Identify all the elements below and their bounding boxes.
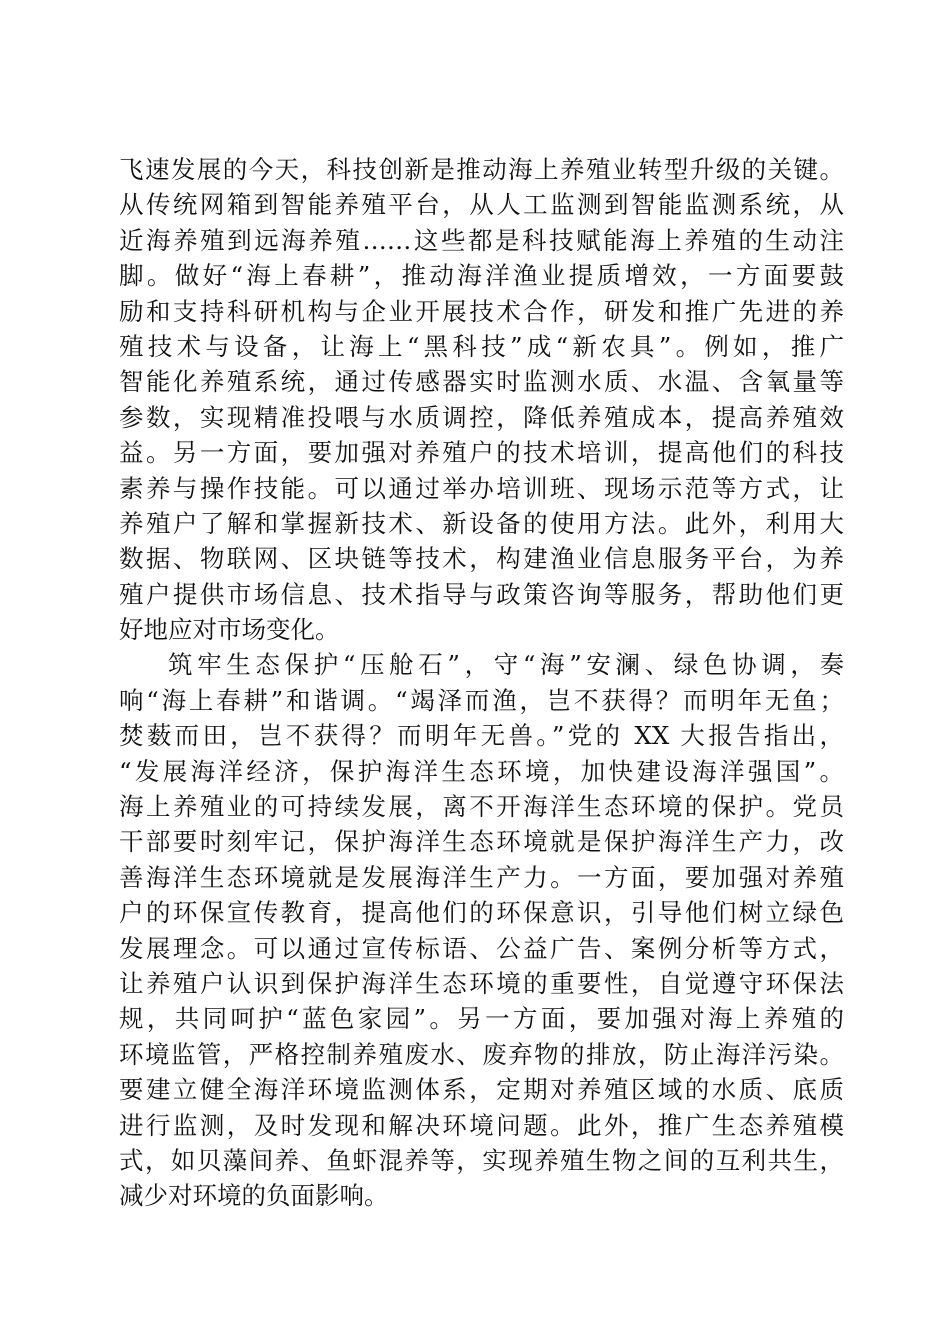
text-line: 干部要时刻牢记，保护海洋生态环境就是保护海洋生产力，改: [119, 827, 844, 857]
text-line: “发展海洋经济，保护海洋生态环境，加快建设海洋强国”。: [119, 756, 844, 786]
text-line: 发展理念。可以通过宣传标语、公益广告、案例分析等方式，: [119, 933, 844, 963]
text-line: 数据、物联网、区块链等技术，构建渔业信息服务平台，为养: [119, 544, 844, 574]
text-line: 好地应对市场变化。: [119, 615, 340, 645]
text-line: 参数，实现精准投喂与水质调控，降低养殖成本，提高养殖效: [119, 402, 844, 432]
text-line: 励和支持科研机构与企业开展技术合作，研发和推广先进的养: [119, 296, 844, 326]
text-line: 脚。做好“海上春耕”，推动海洋渔业提质增效，一方面要鼓: [119, 261, 844, 291]
text-line: 殖技术与设备，让海上“黑科技”成“新农具”。例如，推广: [119, 331, 844, 361]
text-line: 户的环保宣传教育，提高他们的环保意识，引导他们树立绿色: [119, 898, 844, 928]
text-line: 要建立健全海洋环境监测体系，定期对养殖区域的水质、底质: [119, 1075, 844, 1105]
text-line: 养殖户了解和掌握新技术、新设备的使用方法。此外，利用大: [119, 508, 844, 538]
text-line: 善海洋生态环境就是发展海洋生产力。一方面，要加强对养殖: [119, 862, 844, 892]
document-body: [119, 152, 844, 1214]
text-line: 近海养殖到远海养殖……这些都是科技赋能海上养殖的生动注: [119, 225, 844, 255]
text-line: 筑牢生态保护“压舱石”，守“海”安澜、绿色协调，奏: [168, 650, 844, 680]
text-line: 从传统网箱到智能养殖平台，从人工监测到智能监测系统，从: [119, 190, 844, 220]
text-line: 智能化养殖系统，通过传感器实时监测水质、水温、含氧量等: [119, 367, 844, 397]
text-line: 素养与操作技能。可以通过举办培训班、现场示范等方式，让: [119, 473, 844, 503]
text-line: 焚薮而田，岂不获得？而明年无兽。”党的 XX 大报告指出，: [119, 721, 844, 751]
paragraph-ecology: [119, 647, 844, 1213]
text-line: 响“海上春耕”和谐调。“竭泽而渔，岂不获得？而明年无鱼；: [119, 685, 844, 715]
text-line: 式，如贝藻间养、鱼虾混养等，实现养殖生物之间的互利共生，: [119, 1145, 844, 1175]
text-line: 益。另一方面，要加强对养殖户的技术培训，提高他们的科技: [119, 438, 844, 468]
paragraph-technology: [119, 152, 844, 647]
text-line: 海上养殖业的可持续发展，离不开海洋生态环境的保护。党员: [119, 792, 844, 822]
text-line: 减少对环境的负面影响。: [119, 1181, 389, 1211]
text-line: 让养殖户认识到保护海洋生态环境的重要性，自觉遵守环保法: [119, 968, 844, 998]
text-line: 规，共同呵护“蓝色家园”。另一方面，要加强对海上养殖的: [119, 1004, 844, 1034]
text-line: 进行监测，及时发现和解决环境问题。此外，推广生态养殖模: [119, 1110, 844, 1140]
text-line: 环境监管，严格控制养殖废水、废弃物的排放，防止海洋污染。: [119, 1039, 844, 1069]
text-line: 飞速发展的今天，科技创新是推动海上养殖业转型升级的关键。: [119, 155, 844, 184]
text-line: 殖户提供市场信息、技术指导与政策咨询等服务，帮助他们更: [119, 579, 844, 609]
